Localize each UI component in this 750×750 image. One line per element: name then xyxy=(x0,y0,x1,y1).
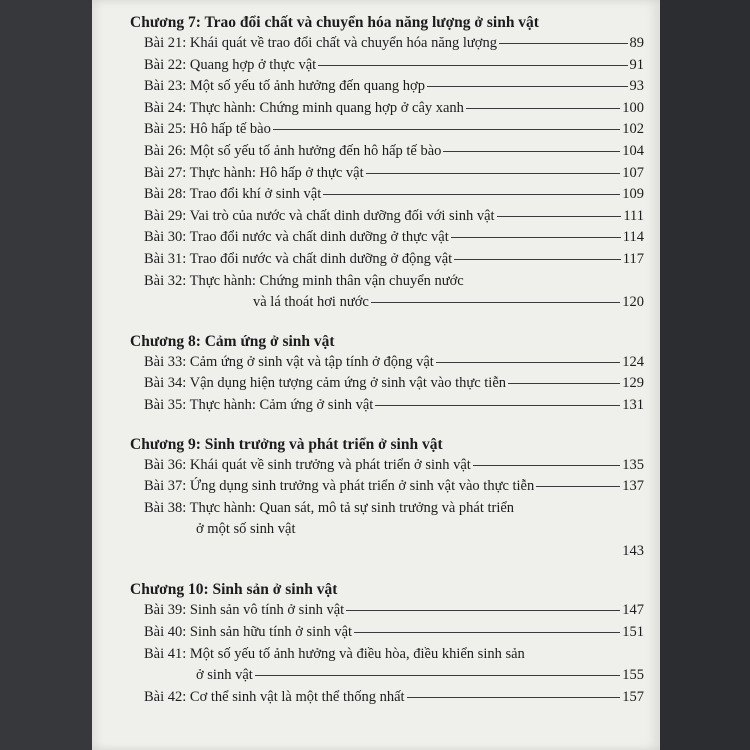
chapter-title: Chương 9: Sinh trưởng và phát triển ở sinh vật xyxy=(130,435,443,453)
page-number: 89 xyxy=(629,35,644,51)
lesson-label-continued: và lá thoát hơi nước xyxy=(253,294,369,311)
lesson-label: Bài 30: Trao đổi nước và chất dinh dưỡng ở thực vật xyxy=(144,229,449,246)
leader-line xyxy=(466,108,620,109)
toc-entry xyxy=(130,76,644,98)
toc-entry xyxy=(130,644,644,687)
leader-line xyxy=(255,675,620,676)
toc-entry xyxy=(130,227,644,249)
toc-entry xyxy=(130,184,644,206)
leader-line xyxy=(371,302,620,303)
page-number: 109 xyxy=(622,186,644,203)
background-left xyxy=(0,0,92,750)
toc-entry xyxy=(130,600,644,622)
leader-line xyxy=(499,43,628,44)
toc-entry xyxy=(130,476,644,498)
lesson-label-continued: ở một số sinh vật xyxy=(196,521,296,538)
toc-entry xyxy=(130,352,644,374)
leader-line xyxy=(407,697,621,698)
page-number: 143 xyxy=(622,542,644,559)
page-number: 91 xyxy=(629,56,644,73)
lesson-label: Bài 35: Thực hành: Cảm ứng ở sinh vật xyxy=(144,396,374,413)
background-right xyxy=(660,0,750,750)
lesson-label: Bài 23: Một số yếu tố ảnh hưởng đến quang hợp xyxy=(144,78,425,95)
toc-entry xyxy=(130,119,644,141)
leader-line xyxy=(451,237,621,238)
lesson-label: Bài 33: Cảm ứng ở sinh vật và tập tính ở động vật xyxy=(144,353,434,370)
lesson-label-continued: ở sinh vật xyxy=(196,667,253,684)
page-number: 104 xyxy=(622,142,644,159)
page-number: 117 xyxy=(622,250,644,267)
toc-entry xyxy=(130,395,644,417)
lesson-label: Bài 36: Khái quát về sinh trưởng và phát triển ở sinh vật xyxy=(144,456,471,473)
page-number: 151 xyxy=(622,624,644,641)
lesson-label: Bài 34: Vận dụng hiện tượng cảm ứng ở sinh vật vào thực tiễn xyxy=(144,375,507,392)
toc-entry xyxy=(130,687,644,709)
lesson-label: Bài 37: Ứng dụng sinh trưởng và phát triển ở sinh vật vào thực tiễn xyxy=(144,478,535,495)
lesson-label: Bài 39: Sinh sản vô tính ở sinh vật xyxy=(144,602,345,619)
page-number: 157 xyxy=(622,688,644,705)
toc-entry xyxy=(130,373,644,395)
lesson-label: Bài 40: Sinh sản hữu tính ở sinh vật xyxy=(144,624,353,641)
toc-entry xyxy=(130,55,644,77)
page-number: 120 xyxy=(622,294,644,311)
leader-line xyxy=(318,65,627,66)
lesson-label: Bài 41: Một số yếu tố ảnh hưởng và điều hòa, điều khiển sinh sản xyxy=(144,645,525,662)
leader-line xyxy=(497,216,622,217)
lesson-label: Bài 25: Hô hấp tế bào xyxy=(144,121,271,138)
leader-line xyxy=(346,610,620,611)
page-number: 107 xyxy=(622,164,644,181)
leader-line xyxy=(436,362,620,363)
lesson-label: Bài 38: Thực hành: Quan sát, mô tả sự sinh trưởng và phát triển xyxy=(144,499,515,516)
lesson-label: Bài 42: Cơ thể sinh vật là một thể thống nhất xyxy=(144,688,405,705)
lesson-label: Bài 24: Thực hành: Chứng minh quang hợp ở cây xanh xyxy=(144,99,464,116)
page-number: 100 xyxy=(622,99,644,116)
leader-line xyxy=(508,383,620,384)
page-number: 147 xyxy=(622,602,644,619)
book-page xyxy=(92,0,660,750)
toc-entry xyxy=(130,271,644,314)
page-number: 124 xyxy=(622,353,644,370)
toc-entry xyxy=(130,622,644,644)
page-number: 135 xyxy=(622,456,644,473)
toc-entry xyxy=(130,206,644,228)
page-number: 114 xyxy=(622,229,644,246)
page-number: 102 xyxy=(622,121,644,138)
leader-line xyxy=(536,486,620,487)
leader-line xyxy=(354,632,620,633)
lesson-label: Bài 32: Thực hành: Chứng minh thân vận chuyển nước xyxy=(144,272,464,289)
leader-line xyxy=(375,405,620,406)
toc-entry xyxy=(130,498,644,563)
lesson-label: Bài 28: Trao đổi khí ở sinh vật xyxy=(144,186,322,203)
lesson-label: Bài 26: Một số yếu tố ảnh hưởng đến hô hấp tế bào xyxy=(144,142,442,159)
page-number: 155 xyxy=(622,667,644,684)
toc-entry xyxy=(130,141,644,163)
toc-entry xyxy=(130,249,644,271)
page-number: 129 xyxy=(622,375,644,392)
lesson-label: Bài 27: Thực hành: Hô hấp ở thực vật xyxy=(144,164,364,181)
leader-line xyxy=(443,151,620,152)
leader-line xyxy=(473,465,620,466)
leader-line xyxy=(427,86,628,87)
page-number: 111 xyxy=(623,207,644,224)
table-of-contents xyxy=(130,12,644,708)
chapter-title: Chương 7: Trao đổi chất và chuyển hóa năng lượng ở sinh vật xyxy=(130,14,539,31)
lesson-label: Bài 22: Quang hợp ở thực vật xyxy=(144,56,317,73)
chapter-title: Chương 8: Cảm ứng ở sinh vật xyxy=(130,332,335,350)
chapter-title: Chương 10: Sinh sản ở sinh vật xyxy=(130,581,338,599)
leader-line xyxy=(454,259,621,260)
page-number: 131 xyxy=(622,396,644,413)
lesson-label: Bài 21: Khái quát về trao đổi chất và chuyển hóa năng lượng xyxy=(144,35,497,51)
toc-entry xyxy=(130,455,644,477)
lesson-label: Bài 29: Vai trò của nước và chất dinh dưỡng đối với sinh vật xyxy=(144,207,495,224)
toc-entry xyxy=(130,163,644,185)
lesson-label: Bài 31: Trao đổi nước và chất dinh dưỡng ở động vật xyxy=(144,250,453,267)
toc-entry xyxy=(130,33,644,55)
leader-line xyxy=(273,129,620,130)
toc-entry xyxy=(130,98,644,120)
leader-line xyxy=(323,194,620,195)
leader-line xyxy=(366,173,621,174)
page-number: 93 xyxy=(629,78,644,95)
page-number: 137 xyxy=(622,478,644,495)
